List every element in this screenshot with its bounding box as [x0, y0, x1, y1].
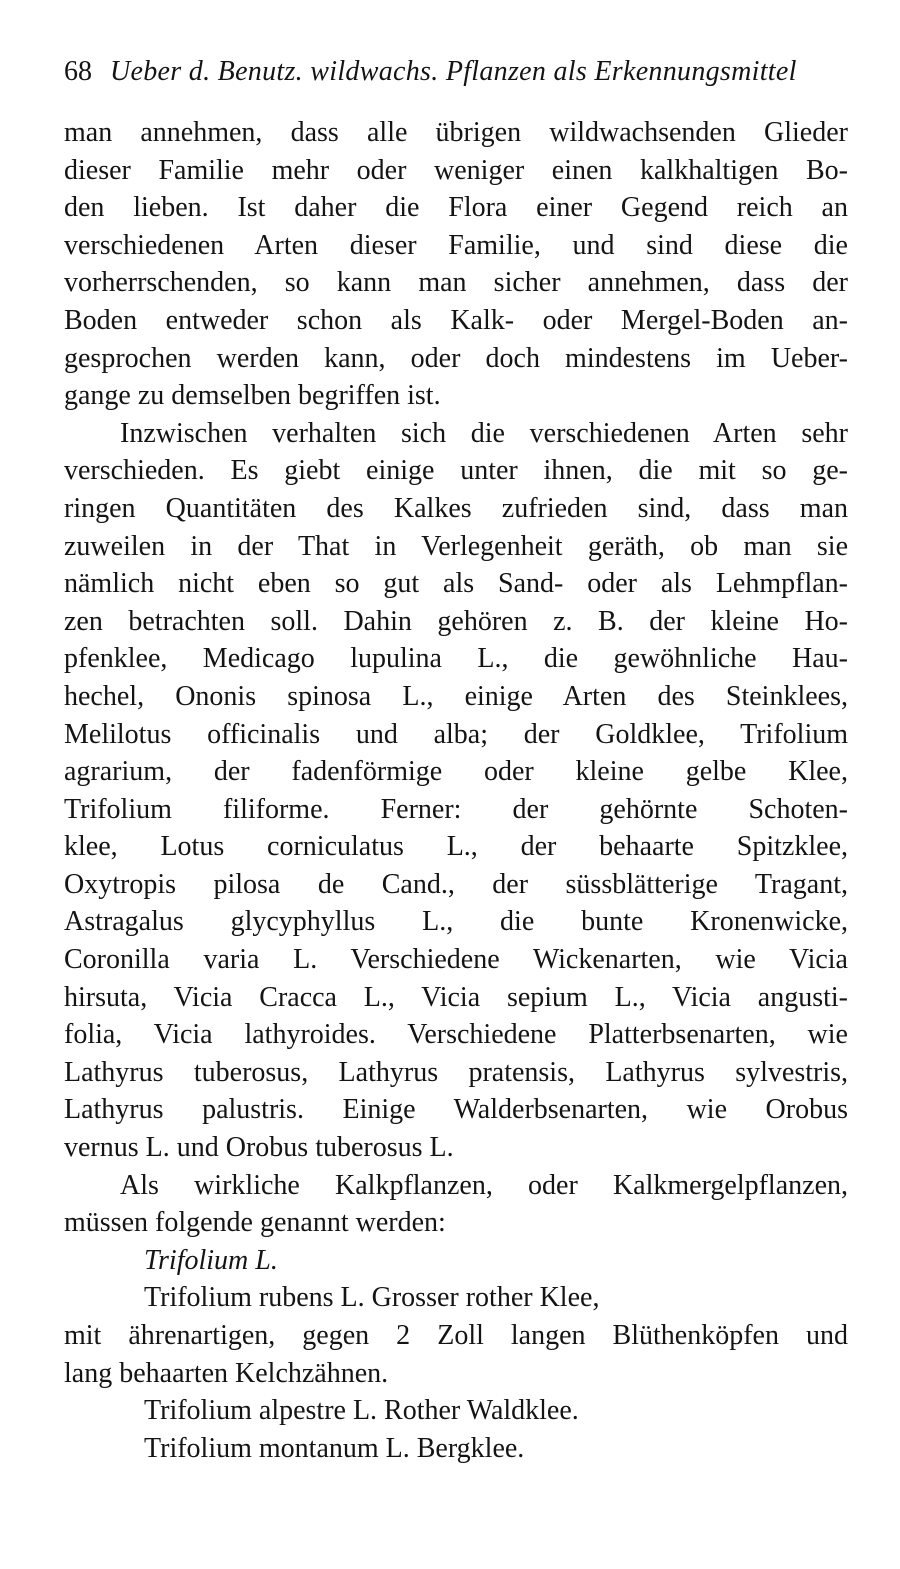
text-line: müssen folgende genannt werden:	[64, 1207, 446, 1239]
text-line: Melilotus officinalis und alba; der Goldklee, Trifolium	[64, 718, 848, 750]
text-line: mit ährenartigen, gegen 2 Zoll langen Blüthenköpfen und	[64, 1320, 848, 1351]
paragraph-start-line: Inzwischen verhalten sich die verschiedenen Arten sehr	[120, 417, 848, 449]
text-line: verschieden. Es giebt einige unter ihnen, die mit so ge-	[64, 455, 848, 487]
text-line: dieser Familie mehr oder weniger einen kalkhaltigen Bo-	[64, 154, 848, 186]
text-line: zen betrachten soll. Dahin gehören z. B. der kleine Ho-	[64, 605, 848, 637]
text-line: Lathyrus tuberosus, Lathyrus pratensis, Lathyrus sylvestris,	[64, 1056, 848, 1088]
paragraph-start-line: Als wirkliche Kalkpflanzen, oder Kalkmergelpflanzen,	[120, 1169, 848, 1201]
book-page	[64, 50, 848, 1467]
text-line: man annehmen, dass alle übrigen wildwachsenden Glieder	[64, 117, 848, 148]
running-head	[64, 50, 848, 94]
text-line: folia, Vicia lathyroides. Verschiedene Platterbsenarten, wie	[64, 1019, 848, 1051]
text-line: verschiedenen Arten dieser Familie, und sind diese die	[64, 229, 848, 261]
species-entry: Trifolium alpestre L. Rother Waldklee.	[144, 1395, 579, 1427]
text-line: Coronilla varia L. Verschiedene Wickenarten, wie Vicia	[64, 944, 848, 976]
text-line: nämlich nicht eben so gut als Sand- oder als Lehmpflan-	[64, 568, 848, 600]
species-entry: Trifolium rubens L. Grosser rother Klee,	[144, 1282, 600, 1314]
species-entry: Trifolium montanum L. Bergklee.	[144, 1432, 525, 1464]
text-line: hirsuta, Vicia Cracca L., Vicia sepium L., Vicia angusti-	[64, 981, 848, 1013]
text-line: gesprochen werden kann, oder doch mindestens im Ueber-	[64, 342, 848, 374]
text-line: hechel, Ononis spinosa L., einige Arten des Steinklees,	[64, 680, 848, 712]
text-line: vernus L. und Orobus tuberosus L.	[64, 1132, 454, 1164]
text-line: Oxytropis pilosa de Cand., der süssblätterige Tragant,	[64, 868, 848, 900]
text-line: zuweilen in der That in Verlegenheit geräth, ob man sie	[64, 530, 848, 562]
text-line: Boden entweder schon als Kalk- oder Mergel-Boden an-	[64, 304, 848, 336]
text-line: lang behaarten Kelchzähnen.	[64, 1357, 389, 1389]
text-line: den lieben. Ist daher die Flora einer Gegend reich an	[64, 192, 848, 224]
text-line: Trifolium filiforme. Ferner: der gehörnte Schoten-	[64, 793, 848, 825]
text-line: vorherrschenden, so kann man sicher annehmen, dass der	[64, 267, 848, 299]
body-text	[64, 114, 848, 1467]
text-line: pfenklee, Medicago lupulina L., die gewöhnliche Hau-	[64, 643, 848, 675]
page-number: 68	[64, 56, 92, 87]
text-line: Astragalus glycyphyllus L., die bunte Kronenwicke,	[64, 906, 848, 938]
running-title: Ueber d. Benutz. wildwachs. Pflanzen als Erkennungsmittel	[110, 56, 797, 87]
text-line: Lathyrus palustris. Einige Walderbsenarten, wie Orobus	[64, 1094, 848, 1126]
text-line: agrarium, der fadenförmige oder kleine gelbe Klee,	[64, 756, 848, 788]
text-line: ringen Quantitäten des Kalkes zufrieden sind, dass man	[64, 492, 848, 524]
text-line: gange zu demselben begriffen ist.	[64, 380, 441, 412]
text-line: klee, Lotus corniculatus L., der behaarte Spitzklee,	[64, 831, 848, 863]
species-entry: Trifolium L.	[144, 1244, 278, 1276]
